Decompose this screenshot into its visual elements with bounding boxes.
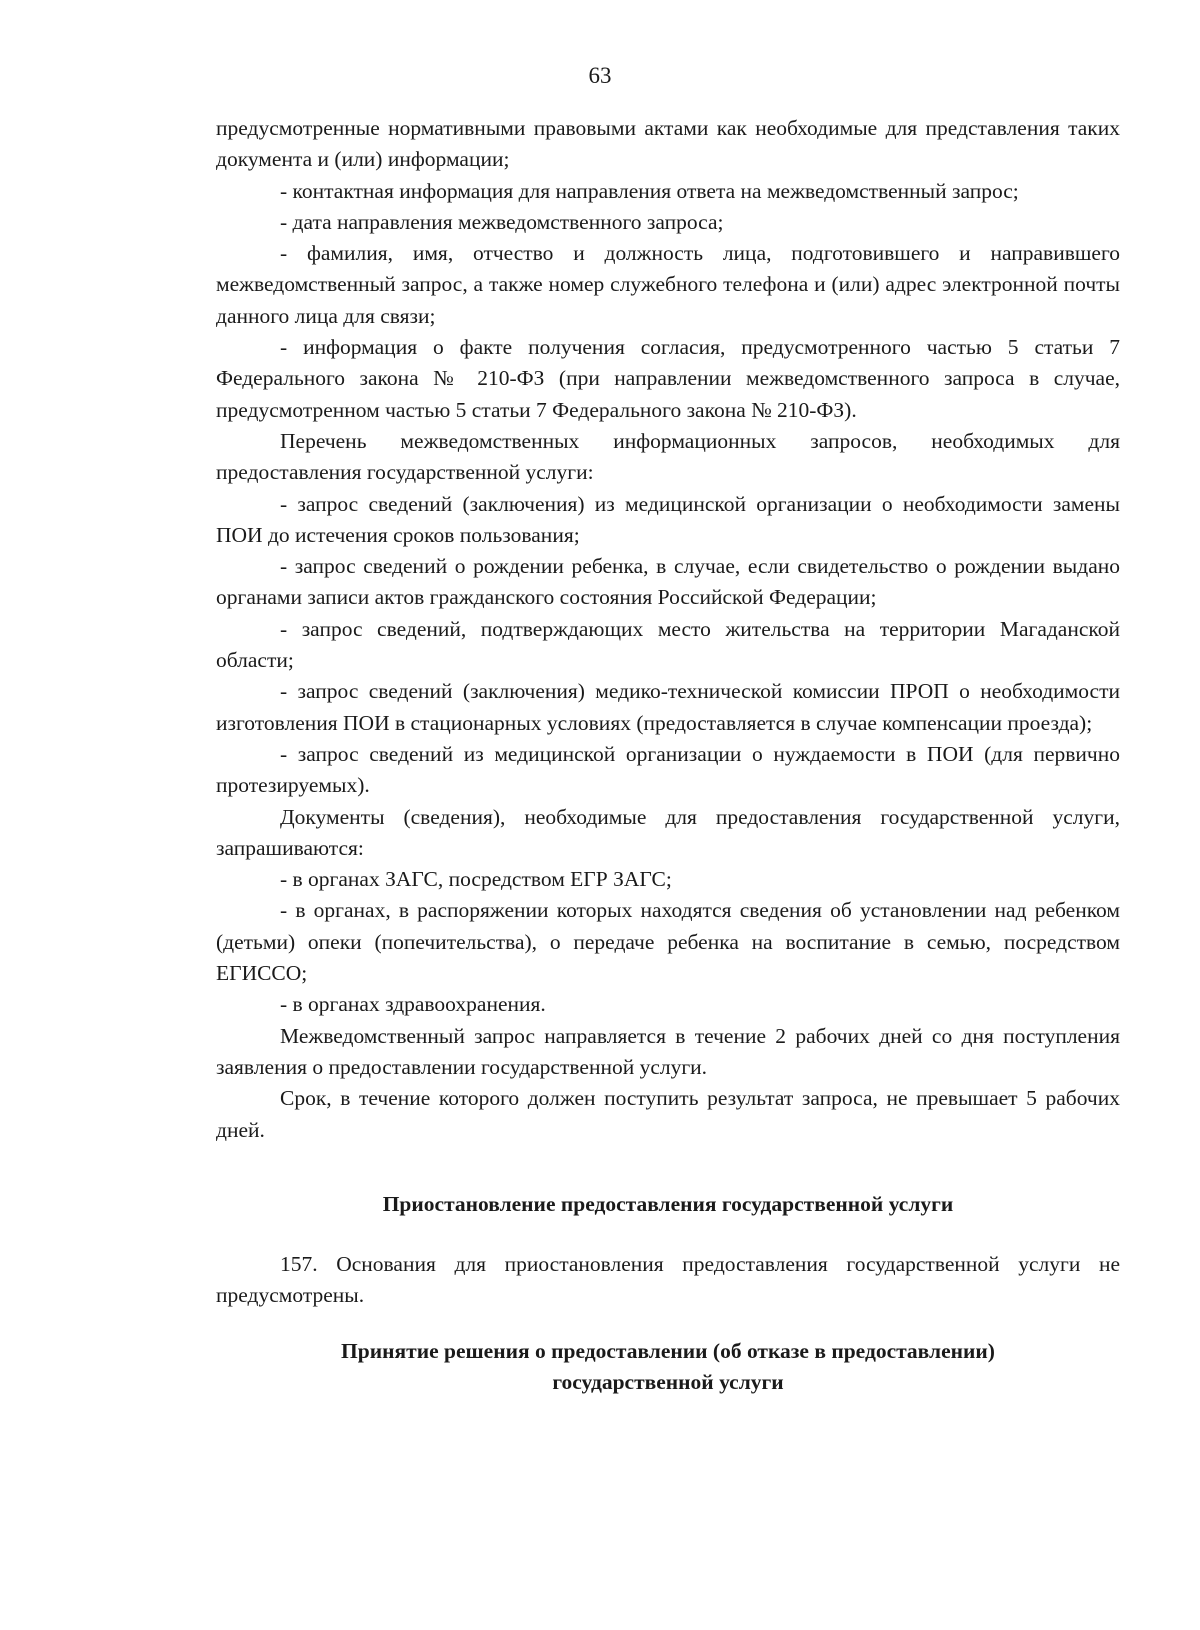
paragraph: Межведомственный запрос направляется в течение 2 рабочих дней со дня поступления заявления о предоставлении государственной услуги. (216, 1023, 1120, 1079)
paragraph: - информация о факте получения согласия, предусмотренного частью 5 статьи 7 Федерального закона № 210-ФЗ (при направлении межведомственного запроса в случае, предусмотренном частью 5 статьи 7 Федерального закона № 210-ФЗ). (216, 335, 1120, 422)
paragraph: Перечень межведомственных информационных запросов, необходимых для предоставления государственной услуги: (216, 428, 1120, 485)
paragraph: - запрос сведений из медицинской организации о нуждаемости в ПОИ (для первично протезируемых). (216, 741, 1120, 798)
paragraph: - дата направления межведомственного запроса; (280, 209, 724, 234)
paragraph: - в органах здравоохранения. (280, 992, 546, 1017)
paragraph: - в органах ЗАГС, посредством ЕГР ЗАГС; (280, 867, 672, 892)
paragraph: - запрос сведений о рождении ребенка, в случае, если свидетельство о рождении выдано органами записи актов гражданского состояния Российской Федерации; (216, 554, 1120, 610)
paragraph: - запрос сведений (заключения) из медицинской организации о необходимости замены ПОИ до истечения сроков пользования; (216, 491, 1120, 547)
section-heading-decision-line-2: государственной услуги (552, 1370, 784, 1394)
section-heading-suspension: Приостановление предоставления государственной услуги (382, 1192, 954, 1216)
section-heading-decision-line-1: Принятие решения о предоставлении (об отказе в предоставлении) (341, 1339, 995, 1363)
body-text (216, 113, 1120, 1146)
paragraph: - в органах, в распоряжении которых находятся сведения об установлении над ребенком (детьми) опеки (попечительства), о передаче ребенка на воспитание в семью, посредством ЕГИССО; (216, 898, 1120, 986)
page-number: 63 (588, 63, 612, 88)
paragraph: - запрос сведений (заключения) медико-технической комиссии ПРОП о необходимости изготовления ПОИ в стационарных условиях (предоставляется в случае компенсации проезда); (216, 679, 1120, 735)
paragraph: - контактная информация для направления ответа на межведомственный запрос; (280, 178, 1019, 203)
section-heading-decision (216, 1336, 1120, 1398)
paragraph-157-text: 157. Основания для приостановления предоставления государственной услуги не предусмотрены. (216, 1252, 1120, 1308)
paragraph: - фамилия, имя, отчество и должность лица, подготовившего и направившего межведомственный запрос, а также номер служебного телефона и (или) адрес электронной почты данного лица для связи; (216, 241, 1120, 328)
paragraph-157 (216, 1249, 1120, 1312)
paragraph: Документы (сведения), необходимые для предоставления государственной услуги, запрашиваются: (216, 804, 1120, 860)
paragraph: - запрос сведений, подтверждающих место жительства на территории Магаданской области; (216, 616, 1120, 673)
paragraph: предусмотренные нормативными правовыми актами как необходимые для представления таких документа и (или) информации; (216, 116, 1120, 172)
paragraph: Срок, в течение которого должен поступить результат запроса, не превышает 5 рабочих дней. (216, 1086, 1120, 1142)
